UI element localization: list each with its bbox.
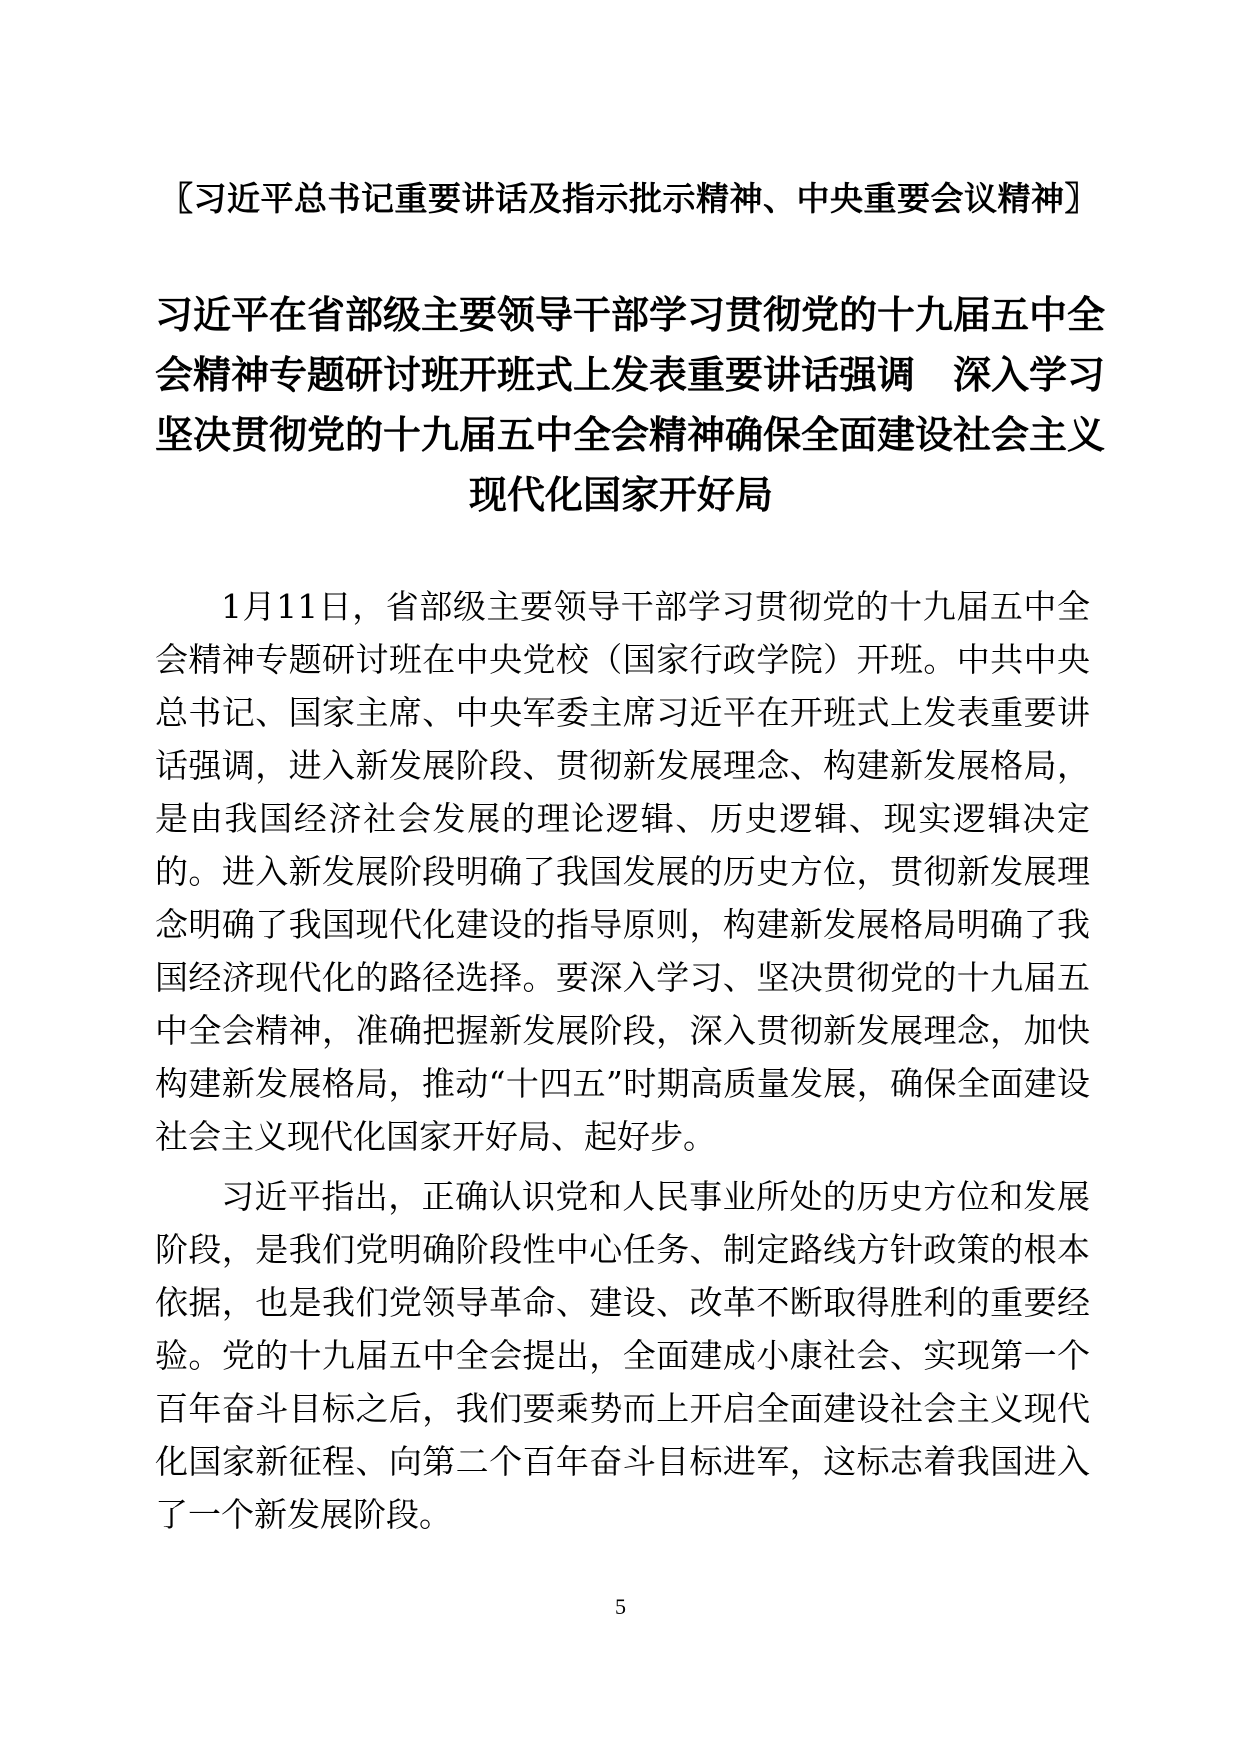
headline-line: 会精神专题研讨班开班式上发表重要讲话强调 深入学习	[155, 353, 1106, 397]
page-number: 5	[615, 1594, 626, 1619]
article-body	[155, 580, 1090, 1548]
headline-line: 习近平在省部级主要领导干部学习贯彻党的十九届五中全	[155, 293, 1106, 337]
headline-line: 坚决贯彻党的十九届五中全会精神确保全面建设社会主义	[155, 413, 1106, 457]
section-tag: 〖习近平总书记重要讲话及指示批示精神、中央重要会议精神〗	[160, 179, 1098, 218]
body-paragraph: 1月11日，省部级主要领导干部学习贯彻党的十九届五中全会精神专题研讨班在中央党校（国家行政学院）开班。中共中央总书记、国家主席、中央军委主席习近平在开班式上发表重要讲话强调，进入新发展阶段、贯彻新发展理念、构建新发展格局，是由我国经济社会发展的理论逻辑、历史逻辑、现实逻辑决定的。进入新发展阶段明确了我国发展的历史方位，贯彻新发展理念明确了我国现代化建设的指导原则，构建新发展格局明确了我国经济现代化的路径选择。要深入学习、坚决贯彻党的十九届五中全会精神，准确把握新发展阶段，深入贯彻新发展理念，加快构建新发展格局，推动“十四五”时期高质量发展，确保全面建设社会主义现代化国家开好局、起好步。	[155, 587, 1090, 1156]
headline-line: 现代化国家开好局	[468, 473, 773, 517]
article-headline	[155, 285, 1106, 525]
body-paragraph: 习近平指出，正确认识党和人民事业所处的历史方位和发展阶段，是我们党明确阶段性中心任务、制定路线方针政策的根本依据，也是我们党领导革命、建设、改革不断取得胜利的重要经验。党的十九届五中全会提出，全面建成小康社会、实现第一个百年奋斗目标之后，我们要乘势而上开启全面建设社会主义现代化国家新征程、向第二个百年奋斗目标进军，这标志着我国进入了一个新发展阶段。	[155, 1177, 1090, 1534]
